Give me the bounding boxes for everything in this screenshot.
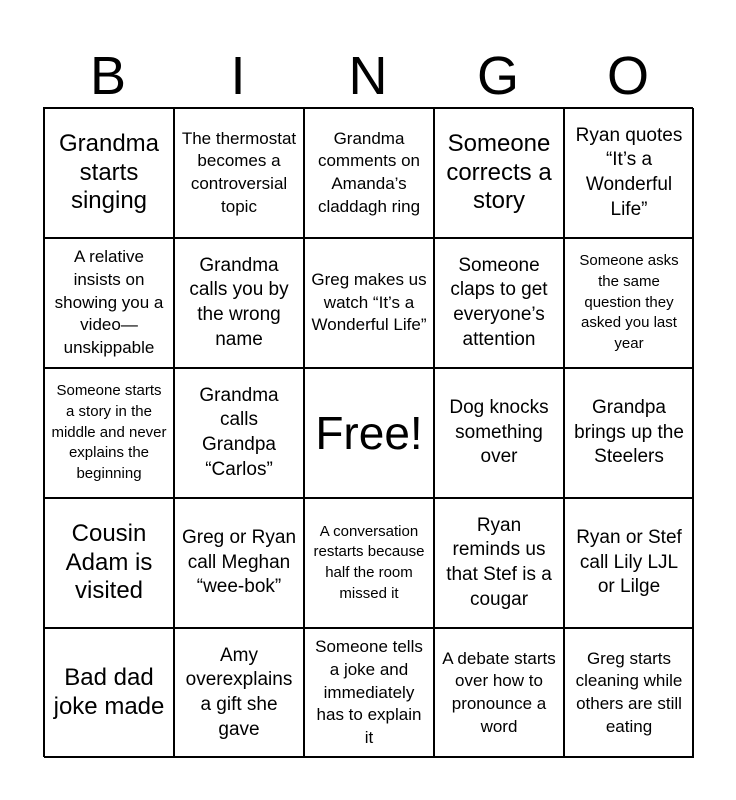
- bingo-cell-text: The thermostat becomes a controversial topic: [181, 128, 297, 216]
- bingo-cell[interactable]: [44, 498, 174, 628]
- bingo-cell-text: A debate starts over how to pronounce a word: [442, 648, 556, 736]
- bingo-cell[interactable]: [174, 108, 304, 238]
- free-space-cell[interactable]: [304, 368, 434, 498]
- bingo-cell-text: Grandma calls Grandpa “Carlos”: [199, 384, 279, 480]
- bingo-cell[interactable]: [564, 368, 694, 498]
- bingo-cell-text: Amy overexplains a gift she gave: [185, 644, 293, 740]
- bingo-cell[interactable]: [44, 628, 174, 758]
- bingo-board: [43, 107, 693, 757]
- bingo-cell-text: Greg or Ryan call Meghan “wee-bok”: [181, 526, 297, 598]
- bingo-cell-text: Someone claps to get everyone’s attention: [450, 254, 548, 350]
- bingo-cell[interactable]: [564, 238, 694, 368]
- bingo-cell[interactable]: [304, 628, 434, 758]
- header-letter-g: G: [476, 46, 519, 106]
- bingo-cell[interactable]: [564, 628, 694, 758]
- bingo-cell-text: Ryan quotes “It’s a Wonderful Life”: [575, 124, 683, 220]
- bingo-cell-text: Bad dad joke made: [53, 664, 165, 720]
- bingo-cell-text: Someone tells a joke and immediately has to explain it: [315, 637, 423, 747]
- bingo-cell-text: Someone asks the same question they asked you last year: [579, 252, 679, 353]
- bingo-cell[interactable]: [304, 108, 434, 238]
- bingo-cell[interactable]: [434, 368, 564, 498]
- bingo-cell-text: A conversation restarts because half the room missed it: [313, 522, 425, 602]
- bingo-cell-text: Grandpa brings up the Steelers: [574, 396, 684, 468]
- bingo-cell[interactable]: [174, 238, 304, 368]
- bingo-cell[interactable]: [44, 238, 174, 368]
- bingo-cell-text: Grandma comments on Amanda’s claddagh ring: [317, 128, 421, 216]
- bingo-cell[interactable]: [174, 498, 304, 628]
- bingo-cell[interactable]: [564, 498, 694, 628]
- bingo-cell-text: Someone corrects a story: [446, 129, 552, 215]
- bingo-cell[interactable]: [434, 628, 564, 758]
- bingo-cell[interactable]: [174, 368, 304, 498]
- bingo-cell-text: Someone starts a story in the middle and never explains the beginning: [51, 382, 167, 483]
- free-space-text: Free!: [315, 407, 423, 459]
- bingo-cell-text: Ryan or Stef call Lily LJL or Lilge: [576, 526, 682, 598]
- bingo-cell-text: Greg makes us watch “It’s a Wonderful Life”: [311, 270, 427, 335]
- header-letter-i: I: [230, 46, 246, 106]
- bingo-cell-text: Cousin Adam is visited: [65, 519, 153, 605]
- bingo-cell[interactable]: [304, 498, 434, 628]
- header-letter-b: B: [89, 46, 127, 106]
- bingo-cell-text: Grandma starts singing: [58, 129, 160, 215]
- bingo-cell-text: Ryan reminds us that Stef is a cougar: [446, 514, 552, 610]
- bingo-cell-text: Grandma calls you by the wrong name: [189, 254, 289, 350]
- bingo-header: [43, 46, 693, 106]
- bingo-cell[interactable]: [564, 108, 694, 238]
- bingo-cell[interactable]: [304, 238, 434, 368]
- bingo-cell-text: Dog knocks something over: [449, 396, 549, 468]
- bingo-cell[interactable]: [434, 498, 564, 628]
- header-letter-n: N: [348, 46, 388, 106]
- bingo-cell[interactable]: [174, 628, 304, 758]
- bingo-cell[interactable]: [44, 368, 174, 498]
- bingo-cell-text: A relative insists on showing you a video—unskippable: [54, 247, 164, 357]
- bingo-cell-text: Greg starts cleaning while others are still eating: [575, 648, 683, 736]
- header-letter-o: O: [606, 46, 649, 106]
- bingo-cell[interactable]: [434, 108, 564, 238]
- bingo-cell[interactable]: [434, 238, 564, 368]
- bingo-cell[interactable]: [44, 108, 174, 238]
